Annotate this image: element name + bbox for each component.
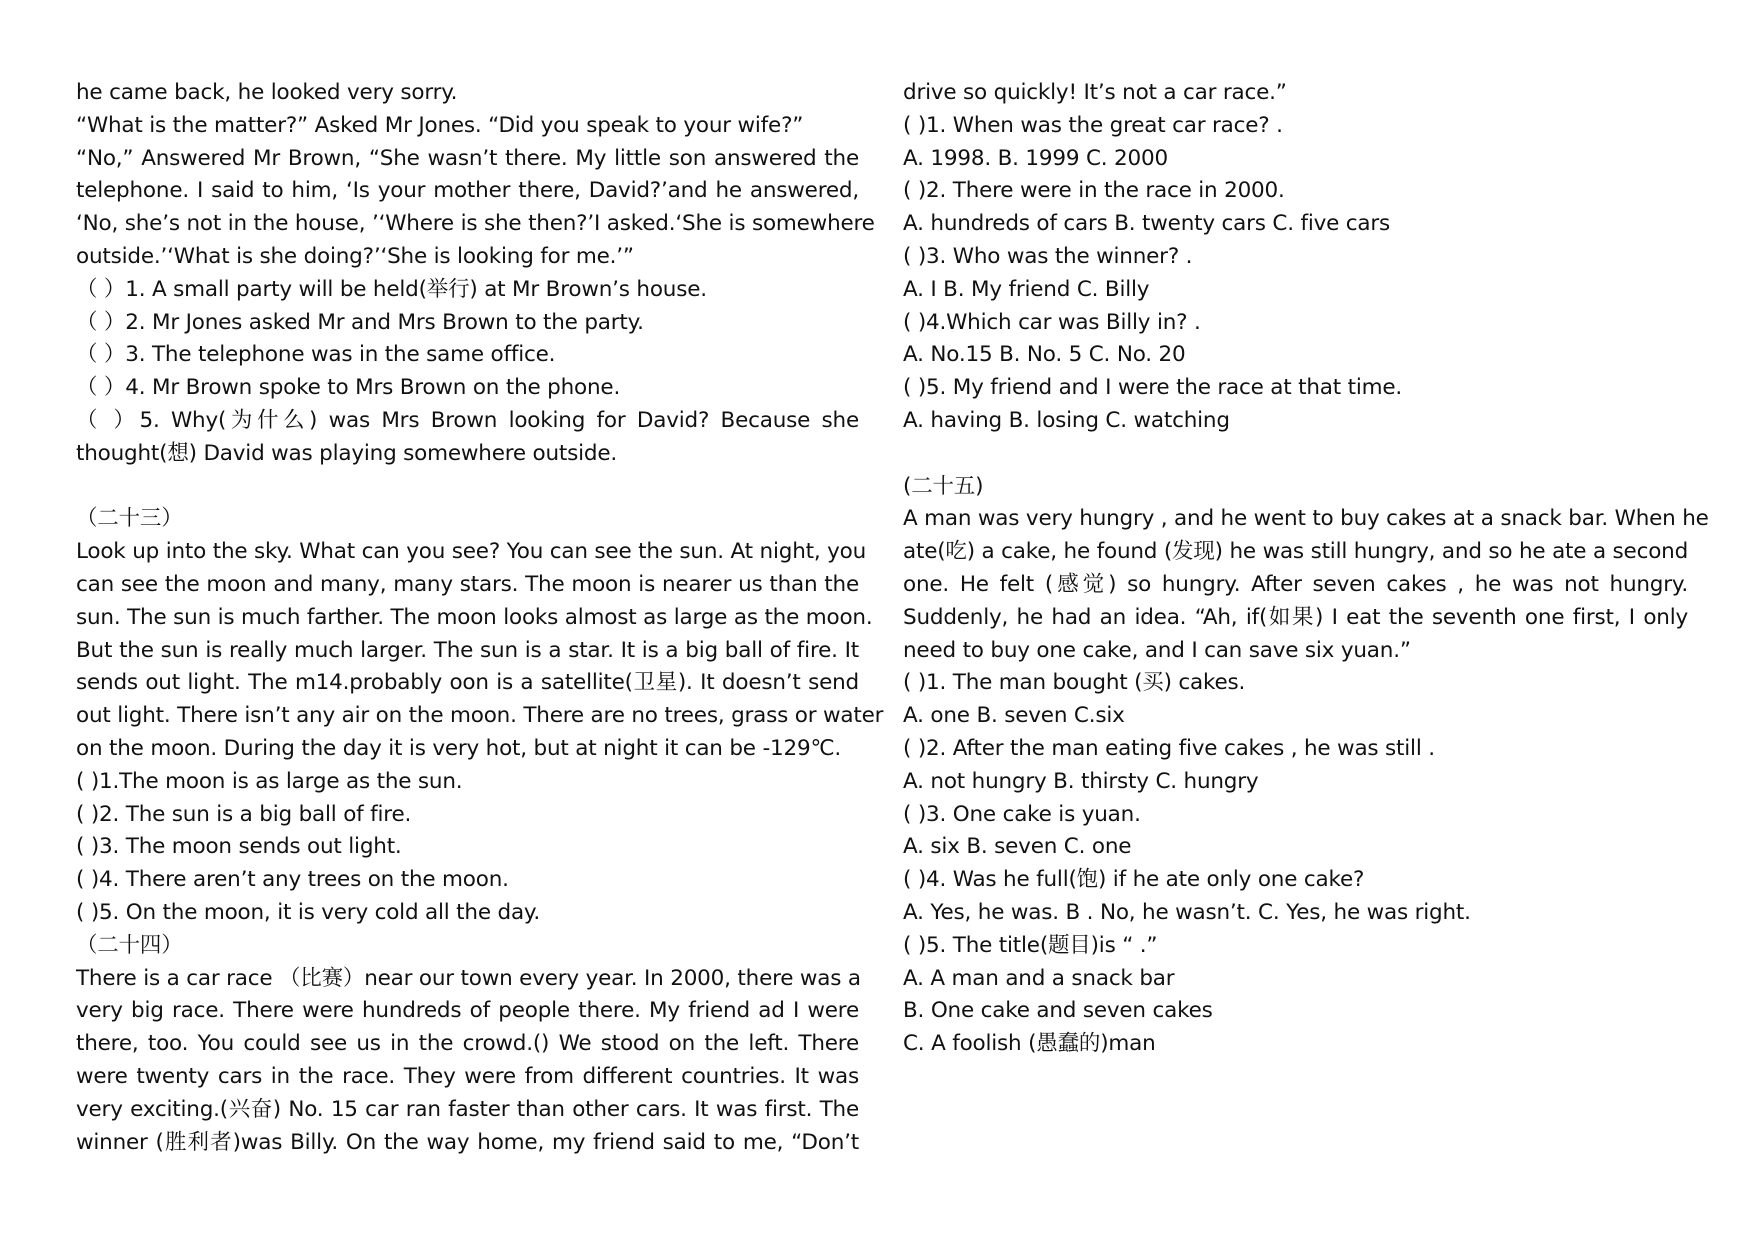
question-item: ( )4. There aren’t any trees on the moon. [76,867,509,893]
paragraph-line: winner (胜利者)was Billy. On the way home, my friend said to me, “Don’t [76,1129,859,1155]
paragraph-line: on the moon. During the day it is very hot, but at night it can be -129℃. [76,735,842,761]
question-item: ( )3. One cake is yuan. [903,801,1141,827]
paragraph-line: there, too. You could see us in the crowd.() We stood on the left. There [76,1031,859,1057]
paragraph-line: ate(吃) a cake, he found (发现) he was still hungry, and so he ate a second [903,539,1689,565]
paragraph-line: A man was very hungry , and he went to buy cakes at a snack bar. When he [903,506,1709,532]
paragraph-line: Look up into the sky. What can you see? You can see the sun. At night, you [76,539,867,565]
answer-option: A. A man and a snack bar [903,965,1175,991]
passage-25 [903,503,1709,667]
right-column [903,77,1709,1061]
paragraph-line: were twenty cars in the race. They were from different countries. It was [76,1063,859,1089]
questions-22 [76,274,859,471]
question-item: （ ）1. A small party will be held(举行) at Mr Brown’s house. [76,276,707,302]
answer-options: A. Yes, he was. B . No, he wasn’t. C. Yes, he was right. [903,899,1471,925]
paragraph-line: Suddenly, he had an idea. “Ah, if(如果) I eat the seventh one first, I only [903,604,1688,630]
question-item: ( )1. The man bought (买) cakes. [903,670,1246,696]
paragraph-line: telephone. I said to him, ‘Is your mother there, David?’and he answered, [76,178,859,204]
passage-24 [76,963,859,1160]
questions-24 [903,110,1688,438]
answer-option: C. A foolish (愚蠢的)man [903,1031,1156,1057]
paragraph-line: “What is the matter?” Asked Mr Jones. “Did you speak to your wife?” [76,112,804,138]
question-item: ( )4.Which car was Billy in? . [903,309,1201,335]
question-item: ( )5. On the moon, it is very cold all the day. [76,899,541,925]
paragraph-line: he came back, he looked very sorry. [76,80,458,105]
left-column [76,77,884,1159]
question-item: ( )4. Was he full(饱) if he ate only one cake? [903,867,1365,893]
question-item: ( )1.The moon is as large as the sun. [76,768,463,794]
question-item: （ ）5. Why(为什么) was Mrs Brown looking for David? Because she [76,407,859,433]
paragraph-line: very big race. There were hundreds of people there. My friend ad I were [76,998,859,1024]
paragraph-line: sun. The sun is much farther. The moon looks almost as large as the moon. [76,604,873,630]
answer-options: A. not hungry B. thirsty C. hungry [903,768,1259,794]
question-item: ( )2. The sun is a big ball of fire. [76,801,412,827]
paragraph-line: one. He felt (感觉) so hungry. After seven cakes , he was not hungry. [903,571,1688,597]
question-item: （ ）2. Mr Jones asked Mr and Mrs Brown to the party. [76,309,644,335]
paragraph-line: out light. There isn’t any air on the moon. There are no trees, grass or water [76,703,884,729]
paragraph-line: need to buy one cake, and I can save six yuan.” [903,637,1411,663]
answer-options: A. 1998. B. 1999 C. 2000 [903,145,1168,171]
section-heading-25: (二十五) [903,473,984,499]
paragraph-line: outside.’‘What is she doing?’‘She is looking for me.’” [76,243,634,269]
paragraph-line: “No,” Answered Mr Brown, “She wasn’t there. My little son answered the [76,145,859,171]
answer-options: A. hundreds of cars B. twenty cars C. five cars [903,211,1391,237]
spacer [903,438,1688,471]
question-item: ( )2. After the man eating five cakes , he was still . [903,735,1435,761]
answer-option: B. One cake and seven cakes [903,998,1213,1024]
paragraph-line: But the sun is really much larger. The sun is a star. It is a big ball of fire. It [76,637,859,663]
section-heading-24: （二十四） [76,932,183,958]
passage-24-tail: drive so quickly! It’s not a car race.” [903,80,1287,105]
paragraph-line: ‘No, she’s not in the house, ’‘Where is she then?’I asked.‘She is somewhere [76,211,875,237]
question-item: ( )3. The moon sends out light. [76,834,402,860]
questions-25 [903,667,1688,1061]
question-item: thought(想) David was playing somewhere outside. [76,440,618,466]
answer-options: A. I B. My friend C. Billy [903,276,1150,302]
question-item: （ ）4. Mr Brown spoke to Mrs Brown on the phone. [76,375,621,401]
answer-options: A. one B. seven C.six [903,703,1125,729]
question-item: （ ）3. The telephone was in the same office. [76,342,556,368]
question-item: ( )5. My friend and I were the race at that time. [903,375,1403,401]
passage-23 [76,536,884,766]
answer-options: A. No.15 B. No. 5 C. No. 20 [903,342,1186,368]
question-item: ( )3. Who was the winner? . [903,243,1193,269]
paragraph-line: There is a car race （比赛）near our town every year. In 2000, there was a [76,965,861,991]
answer-options: A. six B. seven C. one [903,834,1132,860]
paragraph-line: can see the moon and many, many stars. The moon is nearer us than the [76,571,859,597]
passage-22-tail [76,77,875,274]
spacer [76,471,859,504]
questions-23 [76,766,859,930]
section-heading-23: （二十三） [76,506,183,532]
answer-options: A. having B. losing C. watching [903,407,1230,433]
paragraph-line: sends out light. The m14.probably oon is a satellite(卫星). It doesn’t send [76,670,859,696]
question-item: ( )1. When was the great car race? . [903,112,1283,138]
paragraph-line: very exciting.(兴奋) No. 15 car ran faster than other cars. It was first. The [76,1096,859,1122]
question-item: ( )5. The title(题目)is “ .” [903,932,1158,958]
question-item: ( )2. There were in the race in 2000. [903,178,1285,204]
